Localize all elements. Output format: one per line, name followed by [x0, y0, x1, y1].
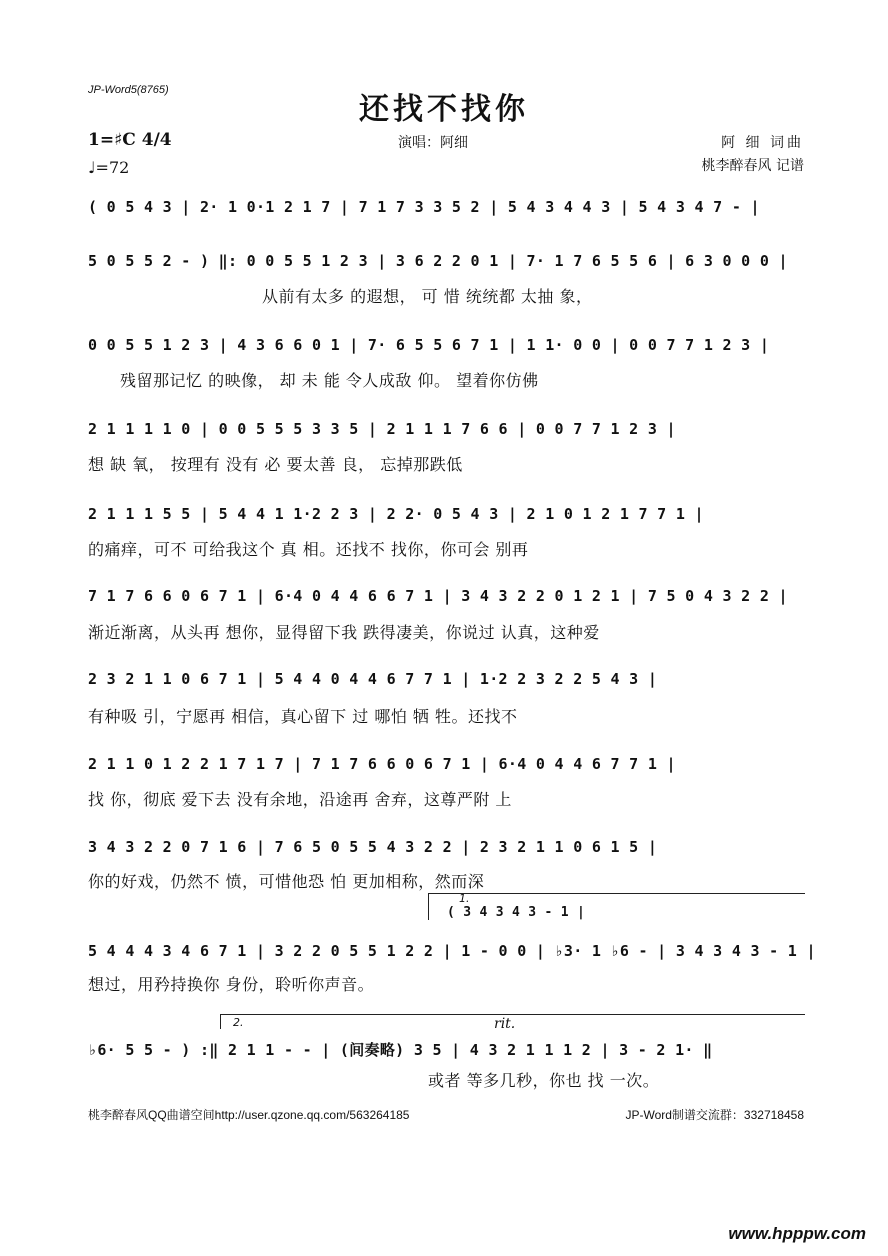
- footer-qzone-link[interactable]: 桃李醉春风QQ曲谱空间http://user.qzone.qq.com/563264185: [88, 1108, 410, 1122]
- score-lyrics-line-5: 的痛痒，可不 可给我这个 真 相。还找不 找你，你可会 别再: [88, 540, 529, 559]
- score-notes-line-9: 3 4 3 2 2 0 7 1 6 | 7 6 5 0 5 5 4 3 2 2 | 2 3 2 1 1 0 6 1 5 |: [88, 838, 658, 856]
- first-ending-label: 1.: [459, 892, 470, 905]
- score-lyrics-line-3: 残留那记忆 的映像， 却 未 能 令人成敌 仰。 望着你仿佛: [120, 371, 539, 390]
- score-lyrics-line-4: 想 缺 氧， 按理有 没有 必 要太善 良， 忘掉那跌低: [88, 455, 463, 474]
- score-lyrics-line-10: 想过，用矜持换你 身份，聆听你声音。: [88, 975, 375, 994]
- score-notes-line-7: 2 3 2 1 1 0 6 7 1 | 5 4 4 0 4 4 6 7 7 1 | 1·2 2 3 2 2 5 4 3 |: [88, 670, 658, 688]
- score-notes-line-3: 0 0 5 5 1 2 3 | 4 3 6 6 0 1 | 7· 6 5 5 6 7 1 | 1 1· 0 0 | 0 0 7 7 1 2 3 |: [88, 336, 770, 354]
- score-notes-line-11: ♭6· 5 5 - ) :‖ 2 1 1 - - | (间奏略) 3 5 | 4 3 2 1 1 1 2 | 3 - 2 1· ‖: [88, 1041, 713, 1059]
- song-title: 还找不找你: [359, 92, 529, 127]
- second-ending-label: 2.: [233, 1016, 244, 1029]
- tempo-marking: ♩=72: [88, 158, 130, 177]
- score-lyrics-line-8: 找 你，彻底 爱下去 没有余地，沿途再 舍弃，这尊严附 上: [88, 790, 512, 809]
- lyrics-music-credit: 阿 细 词曲: [721, 135, 804, 151]
- score-notes-line-4: 2 1 1 1 1 0 | 0 0 5 5 5 3 3 5 | 2 1 1 1 7 6 6 | 0 0 7 7 1 2 3 |: [88, 420, 676, 438]
- score-notes-line-10: 5 4 4 4 3 4 6 7 1 | 3 2 2 0 5 5 1 2 2 | 1 - 0 0 | ♭3· 1 ♭6 - | 3 4 3 4 3 - 1 |: [88, 942, 816, 960]
- site-watermark: www.hpppw.com: [728, 1224, 866, 1243]
- score-notes-line-2: 5 0 5 5 2 - ) ‖: 0 0 5 5 1 2 3 | 3 6 2 2 0 1 | 7· 1 7 6 5 5 6 | 6 3 0 0 0 |: [88, 252, 788, 270]
- transcriber-credit: 桃李醉春风 记谱: [701, 158, 804, 174]
- footer-group-info: JP-Word制谱交流群：332718458: [625, 1108, 804, 1122]
- singer-credit: 演唱：阿细: [398, 135, 468, 151]
- first-ending-bracket: [428, 893, 805, 920]
- score-notes-line-5: 2 1 1 1 5 5 | 5 4 4 1 1·2 2 3 | 2 2· 0 5 4 3 | 2 1 0 1 2 1 7 7 1 |: [88, 505, 704, 523]
- key-signature: 1=♯C 4/4: [88, 130, 172, 150]
- score-lyrics-line-11: 或者 等多几秒，你也 找 一次。: [428, 1071, 660, 1090]
- score-lyrics-line-7: 有种吸 引，宁愿再 相信，真心留下 过 哪怕 牺 牲。还找不: [88, 707, 518, 726]
- score-lyrics-line-2: 从前有太多 的遐想， 可 惜 统统都 太抽 象，: [262, 287, 593, 306]
- score-lyrics-line-6: 渐近渐离，从头再 想你，显得留下我 跌得凄美，你说过 认真，这种爱: [88, 623, 600, 642]
- score-lyrics-line-9: 你的好戏，仍然不 愤，可惜他恐 怕 更加相称，然而深: [88, 872, 485, 891]
- first-ending-notes: ( 3 4 3 4 3 - 1 |: [447, 905, 586, 920]
- score-notes-line-6: 7 1 7 6 6 0 6 7 1 | 6·4 0 4 4 6 6 7 1 | 3 4 3 2 2 0 1 2 1 | 7 5 0 4 3 2 2 |: [88, 587, 788, 605]
- score-notes-line-1: ( 0 5 4 3 | 2· 1 0·1 2 1 7 | 7 1 7 3 3 5 2 | 5 4 3 4 4 3 | 5 4 3 4 7 - |: [88, 198, 760, 216]
- ritardando-marking: rit.: [494, 1016, 516, 1032]
- score-notes-line-8: 2 1 1 0 1 2 2 1 7 1 7 | 7 1 7 6 6 0 6 7 1 | 6·4 0 4 4 6 7 7 1 |: [88, 755, 676, 773]
- software-source-label: JP-Word5(8765): [88, 84, 169, 96]
